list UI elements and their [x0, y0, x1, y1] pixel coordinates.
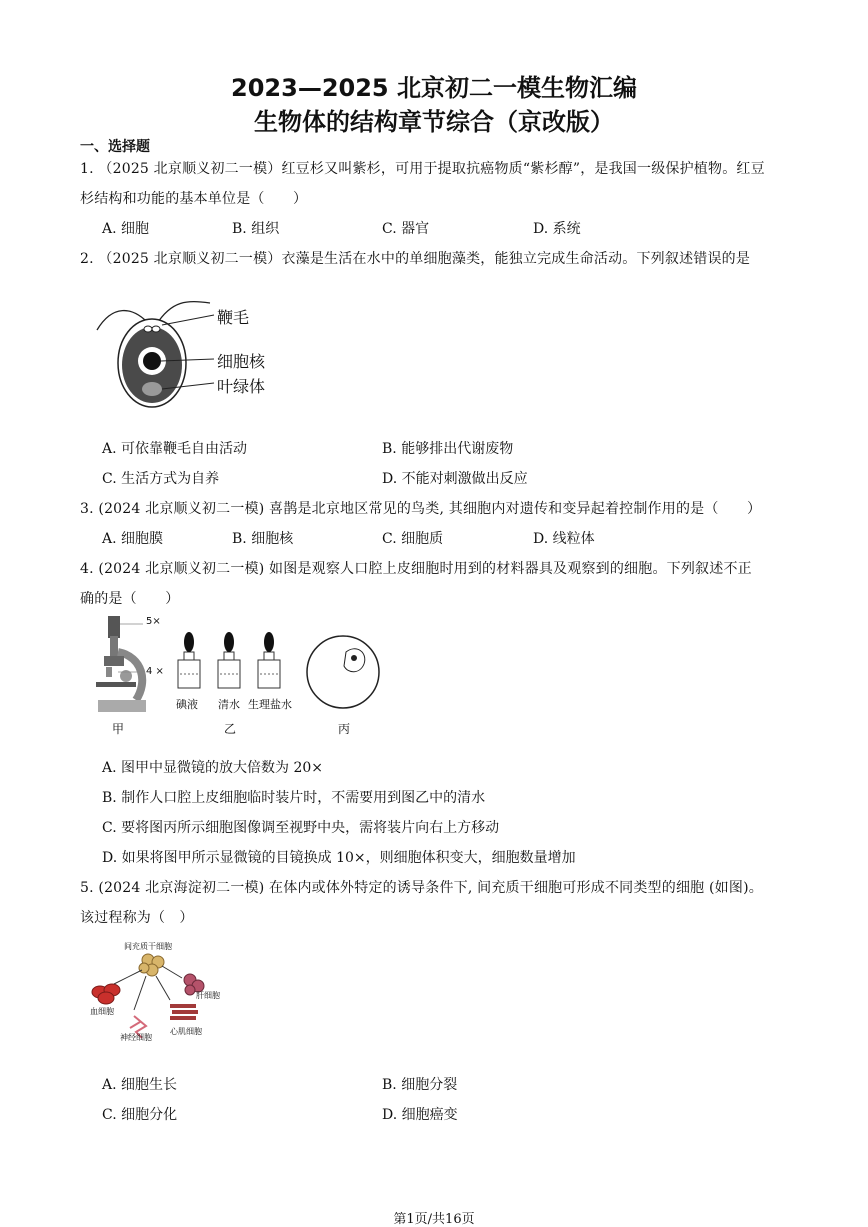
- label-liver-cell: 肝细胞: [196, 991, 220, 1000]
- q3-option-a[interactable]: A. 细胞膜: [102, 531, 164, 547]
- stem-cell-figure: [86, 938, 256, 1048]
- label-objective: 4 ×: [146, 666, 164, 677]
- q1-option-c[interactable]: C. 器官: [382, 221, 430, 237]
- label-flagellum: 鞭毛: [217, 308, 250, 327]
- q1-option-d[interactable]: D. 系统: [533, 221, 581, 237]
- q2-option-b[interactable]: B. 能够排出代谢废物: [382, 441, 514, 457]
- q5-option-c[interactable]: C. 细胞分化: [102, 1107, 178, 1123]
- question-4-text: 4. (2024 北京顺义初二一模) 如图是观察人口腔上皮细胞时用到的材料器具及观察到的细胞。下列叙述不正: [80, 561, 752, 577]
- label-cardiac-cell: 心肌细胞: [170, 1027, 202, 1036]
- caption-jia: 甲: [112, 722, 125, 736]
- microscope-figure: [88, 612, 388, 740]
- chlamydomonas-figure: [92, 285, 292, 425]
- q5-option-d[interactable]: D. 细胞癌变: [382, 1107, 458, 1123]
- caption-yi: 乙: [224, 722, 237, 736]
- question-4-text-cont: 确的是（ ）: [80, 591, 180, 607]
- q3-option-b[interactable]: B. 细胞核: [232, 531, 294, 547]
- document-subtitle: 生物体的结构章节综合（京改版）: [254, 108, 614, 136]
- section-heading: 一、选择题: [80, 139, 150, 155]
- q5-option-b[interactable]: B. 细胞分裂: [382, 1077, 458, 1093]
- document-title: 2023—2025 北京初二一模生物汇编: [231, 74, 637, 102]
- q3-option-d[interactable]: D. 线粒体: [533, 531, 595, 547]
- page-number: 第1页/共16页: [393, 1212, 475, 1227]
- label-eyepiece: 5×: [146, 616, 161, 627]
- q4-option-c[interactable]: C. 要将图丙所示细胞图像调至视野中央，需将装片向右上方移动: [102, 820, 500, 836]
- q4-option-b[interactable]: B. 制作人口腔上皮细胞临时装片时，不需要用到图乙中的清水: [102, 790, 486, 806]
- question-1-text: 1. （2025 北京顺义初二一模）红豆杉又叫紫杉，可用于提取抗癌物质“紫杉醇”，是我国一级保护植物。红豆: [80, 161, 765, 177]
- label-blood-cell: 血细胞: [90, 1007, 114, 1016]
- q3-option-c[interactable]: C. 细胞质: [382, 531, 444, 547]
- q2-option-d[interactable]: D. 不能对刺激做出反应: [382, 471, 528, 487]
- question-3-text: 3. (2024 北京顺义初二一模) 喜鹊是北京地区常见的鸟类, 其细胞内对遗传和变异起着控制作用的是（ ）: [80, 501, 762, 517]
- label-nucleus: 细胞核: [217, 352, 266, 371]
- label-bottle-water: 清水: [218, 698, 240, 711]
- label-bottle-saline: 生理盐水: [248, 698, 292, 711]
- label-bottle-iodine: 碘液: [176, 698, 198, 711]
- q1-option-a[interactable]: A. 细胞: [102, 221, 150, 237]
- question-2-text: 2. （2025 北京顺义初二一模）衣藻是生活在水中的单细胞藻类，能独立完成生命活动。下列叙述错误的是: [80, 251, 751, 267]
- question-1-text-cont: 杉结构和功能的基本单位是（ ）: [80, 191, 308, 207]
- label-mesenchymal-stem-cell: 间充质干细胞: [124, 942, 172, 951]
- label-nerve-cell: 神经细胞: [120, 1033, 152, 1042]
- q5-option-a[interactable]: A. 细胞生长: [102, 1077, 178, 1093]
- question-5-text: 5. (2024 北京海淀初二一模) 在体内或体外特定的诱导条件下, 间充质干细胞可形成不同类型的细胞 (如图)。: [80, 880, 763, 896]
- q4-option-d[interactable]: D. 如果将图甲所示显微镜的目镜换成 10×，则细胞体积变大，细胞数量增加: [102, 850, 576, 866]
- q2-option-c[interactable]: C. 生活方式为自养: [102, 471, 220, 487]
- q1-option-b[interactable]: B. 组织: [232, 221, 280, 237]
- q2-option-a[interactable]: A. 可依靠鞭毛自由活动: [102, 441, 248, 457]
- label-chloroplast: 叶绿体: [217, 377, 266, 396]
- caption-bing: 丙: [338, 722, 351, 736]
- q4-option-a[interactable]: A. 图甲中显微镜的放大倍数为 20×: [102, 760, 324, 776]
- question-5-text-cont: 该过程称为（ ）: [80, 910, 194, 926]
